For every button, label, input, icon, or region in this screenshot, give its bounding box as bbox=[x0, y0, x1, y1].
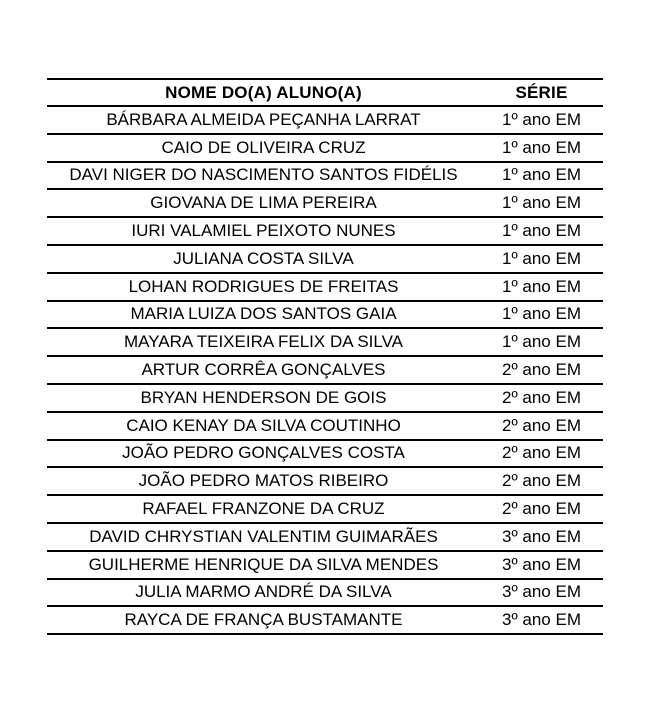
student-name-cell: DAVI NIGER DO NASCIMENTO SANTOS FIDÉLIS bbox=[47, 162, 480, 190]
table-row bbox=[47, 245, 603, 273]
serie-cell: 1º ano EM bbox=[480, 189, 603, 217]
table-row bbox=[47, 356, 603, 384]
table-row bbox=[47, 106, 603, 134]
table-row bbox=[47, 440, 603, 468]
table-row bbox=[47, 162, 603, 190]
student-name-cell: CAIO DE OLIVEIRA CRUZ bbox=[47, 134, 480, 162]
student-name-cell: JOÃO PEDRO GONÇALVES COSTA bbox=[47, 440, 480, 468]
student-name-cell: RAYCA DE FRANÇA BUSTAMANTE bbox=[47, 606, 480, 634]
serie-cell: 2º ano EM bbox=[480, 495, 603, 523]
table-row bbox=[47, 189, 603, 217]
serie-cell: 2º ano EM bbox=[480, 412, 603, 440]
student-name-cell: DAVID CHRYSTIAN VALENTIM GUIMARÃES bbox=[47, 523, 480, 551]
serie-cell: 1º ano EM bbox=[480, 106, 603, 134]
table-row bbox=[47, 301, 603, 329]
student-name-cell: BRYAN HENDERSON DE GOIS bbox=[47, 384, 480, 412]
serie-cell: 3º ano EM bbox=[480, 579, 603, 607]
student-name-cell: MARIA LUIZA DOS SANTOS GAIA bbox=[47, 301, 480, 329]
serie-cell: 2º ano EM bbox=[480, 356, 603, 384]
column-header-serie: SÉRIE bbox=[480, 79, 603, 106]
serie-cell: 3º ano EM bbox=[480, 551, 603, 579]
student-name-cell: CAIO KENAY DA SILVA COUTINHO bbox=[47, 412, 480, 440]
serie-cell: 2º ano EM bbox=[480, 440, 603, 468]
student-name-cell: BÁRBARA ALMEIDA PEÇANHA LARRAT bbox=[47, 106, 480, 134]
serie-cell: 2º ano EM bbox=[480, 467, 603, 495]
serie-cell: 1º ano EM bbox=[480, 245, 603, 273]
serie-cell: 2º ano EM bbox=[480, 384, 603, 412]
student-name-cell: GUILHERME HENRIQUE DA SILVA MENDES bbox=[47, 551, 480, 579]
serie-cell: 1º ano EM bbox=[480, 273, 603, 301]
table-row bbox=[47, 384, 603, 412]
serie-cell: 3º ano EM bbox=[480, 606, 603, 634]
table-row bbox=[47, 495, 603, 523]
header-row bbox=[47, 79, 603, 106]
table-row bbox=[47, 606, 603, 634]
student-name-cell: JULIANA COSTA SILVA bbox=[47, 245, 480, 273]
student-name-cell: GIOVANA DE LIMA PEREIRA bbox=[47, 189, 480, 217]
table-row bbox=[47, 328, 603, 356]
table-row bbox=[47, 551, 603, 579]
table-row bbox=[47, 134, 603, 162]
serie-cell: 1º ano EM bbox=[480, 217, 603, 245]
table-row bbox=[47, 467, 603, 495]
student-name-cell: MAYARA TEIXEIRA FELIX DA SILVA bbox=[47, 328, 480, 356]
student-name-cell: JOÃO PEDRO MATOS RIBEIRO bbox=[47, 467, 480, 495]
column-header-name: NOME DO(A) ALUNO(A) bbox=[47, 79, 480, 106]
student-name-cell: LOHAN RODRIGUES DE FREITAS bbox=[47, 273, 480, 301]
table-row bbox=[47, 412, 603, 440]
table-row bbox=[47, 579, 603, 607]
student-name-cell: IURI VALAMIEL PEIXOTO NUNES bbox=[47, 217, 480, 245]
serie-cell: 1º ano EM bbox=[480, 328, 603, 356]
student-name-cell: ARTUR CORRÊA GONÇALVES bbox=[47, 356, 480, 384]
serie-cell: 1º ano EM bbox=[480, 162, 603, 190]
table-row bbox=[47, 217, 603, 245]
serie-cell: 1º ano EM bbox=[480, 301, 603, 329]
table-row bbox=[47, 273, 603, 301]
table-row bbox=[47, 523, 603, 551]
serie-cell: 1º ano EM bbox=[480, 134, 603, 162]
student-name-cell: RAFAEL FRANZONE DA CRUZ bbox=[47, 495, 480, 523]
students-table bbox=[47, 78, 603, 635]
serie-cell: 3º ano EM bbox=[480, 523, 603, 551]
student-name-cell: JULIA MARMO ANDRÉ DA SILVA bbox=[47, 579, 480, 607]
